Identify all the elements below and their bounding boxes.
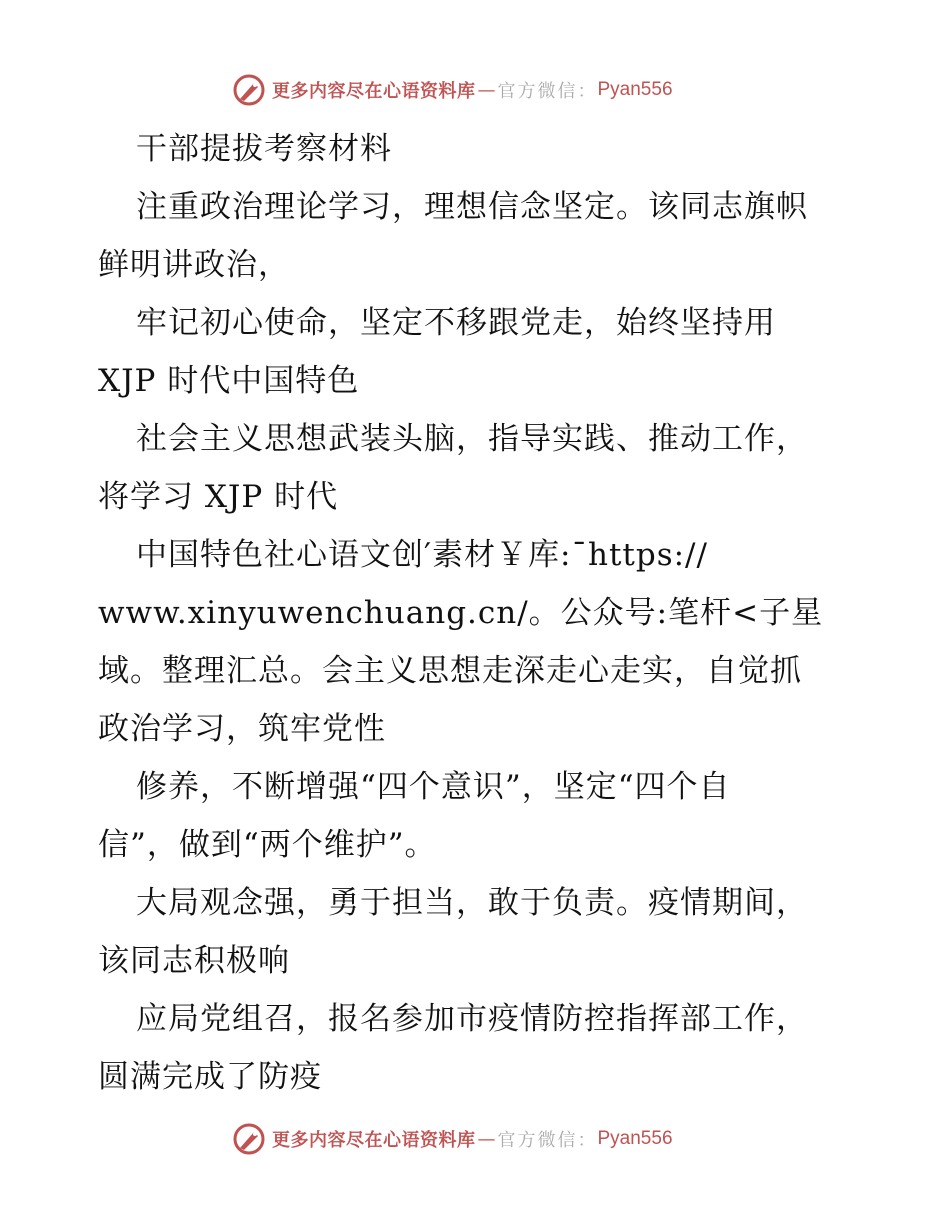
text-line: 域。整理汇总。会主义思想走深走心走实，自觉抓 — [98, 653, 802, 689]
footer-banner — [232, 1121, 673, 1157]
text-line: 该同志积极响 — [98, 943, 290, 979]
text-line: 社会主义思想武装头脑，指导实践、推动工作， — [136, 421, 808, 457]
text-line: 注重政治理论学习，理想信念坚定。该同志旗帜 — [136, 189, 808, 225]
banner-label: 官方微信： — [497, 81, 598, 102]
text-line: 圆满完成了防疫 — [98, 1059, 322, 1095]
text-line: 信”，做到“两个维护”。 — [98, 827, 437, 863]
banner-dash: — — [477, 1128, 496, 1150]
text-line: 应局党组召，报名参加市疫情防控指挥部工作， — [136, 1001, 808, 1037]
text-line: 中国特色社心语文创′素材￥库:¯https:// — [136, 537, 708, 573]
document-body — [98, 120, 858, 1106]
pen-logo-icon — [232, 1122, 266, 1156]
pen-logo-icon — [232, 73, 266, 107]
text-line: 修养，不断增强“四个意识”，坚定“四个自 — [136, 769, 731, 805]
text-line: 大局观念强，勇于担当，敢于负责。疫情期间， — [136, 885, 808, 921]
doc-title: 干部提拔考察材料 — [136, 131, 392, 167]
text-line: XJP 时代中国特色 — [98, 363, 360, 399]
text-line: 牢记初心使命，坚定不移跟党走，始终坚持用 — [136, 305, 776, 341]
text-line: www.xinyuwenchuang.cn/。公众号:笔杆<子星 — [98, 595, 824, 631]
banner-account: Pyan556 — [597, 1128, 673, 1149]
text-line: 将学习 XJP 时代 — [98, 479, 339, 515]
banner-account: Pyan556 — [597, 79, 673, 100]
banner-label: 官方微信： — [497, 1130, 598, 1151]
text-line: 政治学习，筑牢党性 — [98, 711, 386, 747]
text-line: 鲜明讲政治， — [98, 247, 290, 283]
header-banner — [232, 72, 673, 108]
banner-main-text: 更多内容尽在心语资料库 — [272, 81, 476, 102]
banner-dash: — — [477, 79, 496, 101]
banner-main-text: 更多内容尽在心语资料库 — [272, 1130, 476, 1151]
